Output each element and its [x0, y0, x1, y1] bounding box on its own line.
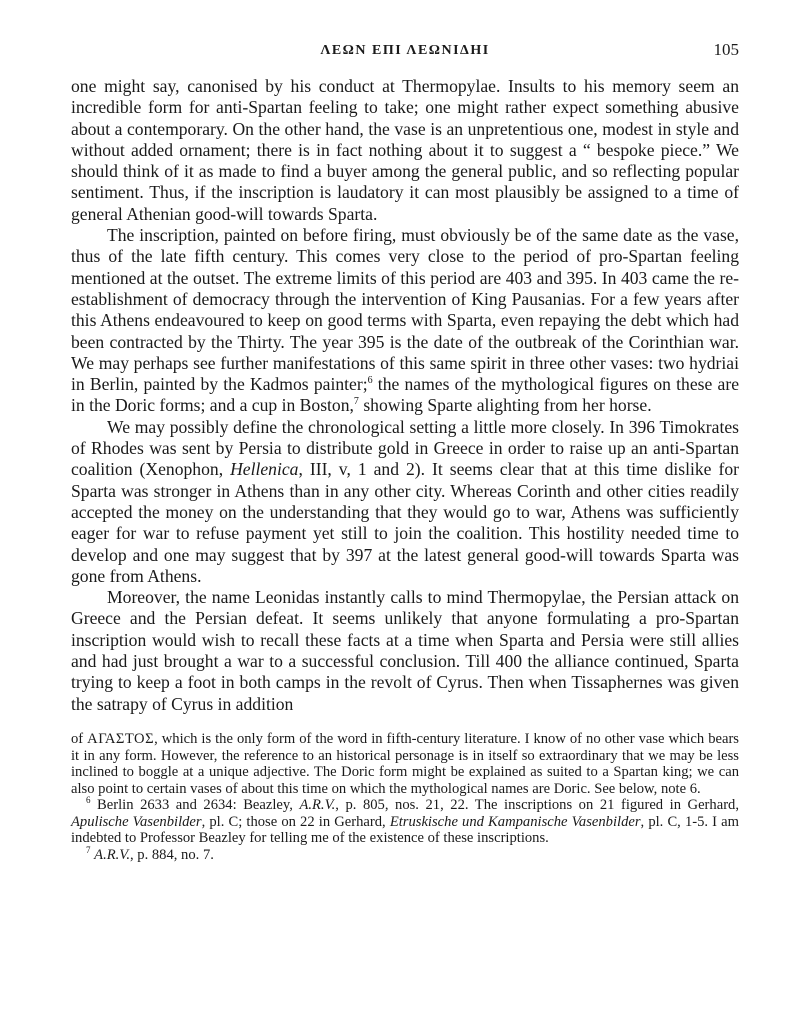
footnote-6-book-1: Apulische Vasenbilder	[71, 813, 202, 830]
paragraph-2-text-b: the names of the mythological figures on these are in the Doric forms; and a cup in Boston,	[71, 374, 740, 416]
footnote-continued-text-b: , which is the only form of the word in fifth-century literature. I know of no other vase which bears it in any form. However, the reference to an historical personage is in itself so extraordinary that we may be less inclined to boggle at a unique adjective. The Doric form might be explained as suited to a Spartan king; we can also point to certain vases of about this time on which the mythological names are Doric. See below, note 6.	[71, 730, 739, 797]
paragraph-2-text-c: showing Sparte alighting from her horse.	[358, 395, 652, 416]
footnote-7-number: 7	[86, 845, 91, 856]
footnote-6-arv: A.R.V.	[299, 797, 336, 814]
page-header	[71, 40, 739, 66]
greek-word: ΑΓΑΣΤΟΣ	[87, 730, 155, 747]
footnote-7-arv: A.R.V.	[94, 847, 130, 864]
paragraph-1: one might say, canonised by his conduct at Thermopylae. Insults to his memory seem an incredible form for anti-Spartan feeling to take; one might rather expect something abusive about a contemporary. On the other hand, the vase is an unpretentious one, modest in style and without added ornament; there is in fact nothing about it to suggest a “ bespoke piece.” We should think of it as made to find a buyer among the general public, and so reflecting popular sentiment. Thus, if the inscription is laudatory it can most plausibly be assigned to a time of general Athenian good-will towards Sparta.	[71, 76, 739, 224]
paragraph-2	[71, 225, 739, 417]
body-text	[71, 76, 739, 715]
footnote-6-text-a: Berlin 2633 and 2634: Beazley,	[90, 797, 300, 814]
footnotes	[71, 731, 739, 864]
footnote-6-text-c: , pl. C; those on 22 in Gerhard,	[201, 813, 390, 830]
footnote-ref-7: 7	[353, 396, 359, 408]
footnote-ref-6: 6	[367, 375, 373, 387]
paragraph-3-text-a: We may possibly define the chronological setting a little more closely. In 396 Timokrates of Rhodes was sent by Persia to distribute gold in Greece in order to raise up an anti-Spartan coalition (Xenophon,	[71, 416, 739, 480]
paragraph-3-text-b: , III, v, 1 and 2). It seems clear that at this time dislike for Sparta was stronger in Athens than in any other city. Whereas Corinth and other cities readily accepted the money on the understanding that they would go to war, Athens was sufficiently eager for war to refuse payment yet still to join the coalition. This hostility needed time to develop and one may suggest that by 397 at the latest general good-will towards Sparta was gone from Athens.	[71, 459, 739, 586]
footnote-6	[71, 797, 739, 847]
paragraph-4: Moreover, the name Leonidas instantly calls to mind Thermopylae, the Persian attack on Greece and the Persian defeat. It seems unlikely that anyone formulating a pro-Spartan inscription would wish to recall these facts at a time when Sparta and Persia were still allies and had just brought a war to a successful conclusion. Till 400 the alliance continued, Sparta trying to keep a foot in both camps in the revolt of Cyrus. Then when Tissaphernes was given the satrapy of Cyrus in addition	[71, 587, 739, 714]
running-head: ΛΕΩΝ ΕΠΙ ΛΕΩΝΙΔΗΙ	[320, 43, 490, 58]
footnote-7-text: , p. 884, no. 7.	[129, 847, 214, 864]
footnote-continued	[71, 731, 739, 797]
footnote-6-number: 6	[86, 795, 91, 806]
footnote-7	[71, 847, 739, 864]
footnote-6-book-2: Etruskische und Kampanische Vasenbilder	[389, 813, 641, 830]
paragraph-3	[71, 417, 739, 587]
page	[71, 40, 739, 864]
page-number: 105	[713, 40, 739, 59]
paragraph-2-text-a: The inscription, painted on before firing, must obviously be of the same date as the vase, thus of the late fifth century. This comes very close to the period of pro-Spartan feeling mentioned at the outset. The extreme limits of this period are 403 and 395. In 403 came the re-establishment of democracy through the intervention of King Pausanias. For a few years after this Athens endeavoured to keep on good terms with Sparta, even repaying the debt which had been contracted by the Thirty. The year 395 is the date of the outbreak of the Corinthian war. We may perhaps see further manifestations of this same spirit in three other vases: two hydriai in Berlin, painted by the Kadmos painter;	[71, 225, 739, 395]
footnote-6-text-b: , p. 805, nos. 21, 22. The inscriptions on 21 figured in Gerhard,	[335, 797, 739, 814]
footnote-continued-text-a: of	[71, 730, 88, 747]
footnote-6-text-d: , pl. C, 1-5. I am indebted to Professor Beazley for telling me of the existence of these inscriptions.	[71, 813, 739, 847]
paragraph-3-italic-title: Hellenica	[230, 459, 299, 480]
